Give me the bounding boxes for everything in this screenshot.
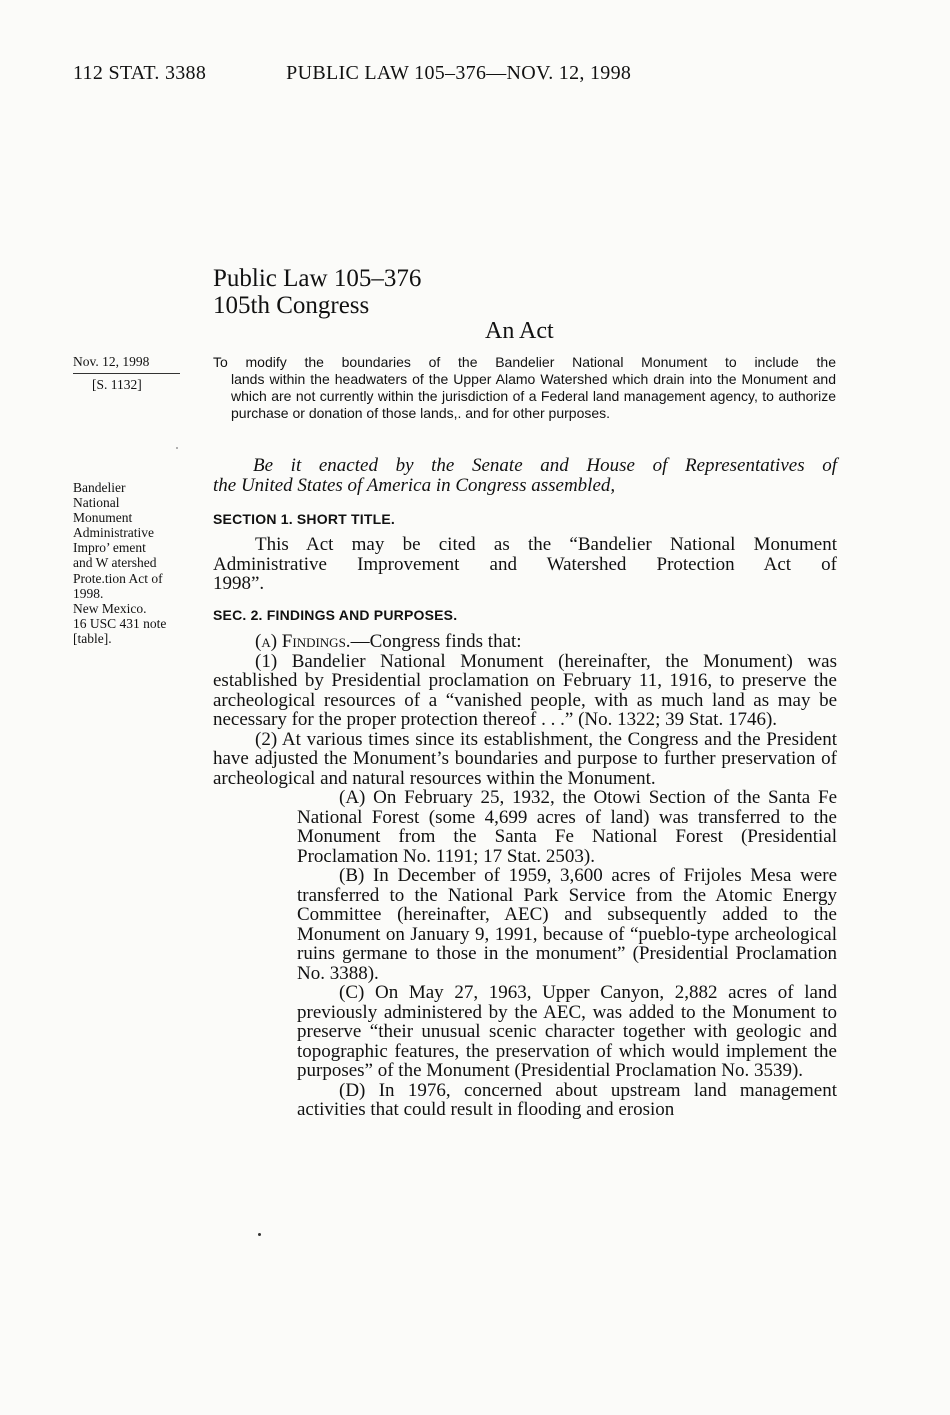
law-title-block	[213, 265, 421, 319]
section-1-line: Administrative Improvement and Watershed Protection Act of	[213, 553, 837, 575]
long-title-first-line: To modify the boundaries of the Bandelier National Monument to include the	[213, 354, 836, 370]
running-head	[73, 62, 631, 85]
long-title	[213, 354, 836, 422]
margin-note-line: Administrative	[73, 525, 154, 541]
enacting-clause-line: the United States of America in Congress assembled,	[213, 474, 616, 496]
finding-subparagraph: (C) On May 27, 1963, Upper Canyon, 2,882 acres of land previously administered by the AEC, was added to the Monument to preserve “their unusual scenic character together with geologic and topographic features, the preservation of which would implement the purposes” of the Monument (Presidential Proclamation No. 3539).	[297, 982, 837, 1081]
public-law-number: Public Law 105–376	[213, 265, 422, 292]
act-heading: An Act	[485, 318, 554, 344]
scan-speck	[176, 447, 178, 449]
margin-notes	[73, 480, 208, 646]
margin-note-line: New Mexico.	[73, 600, 147, 616]
findings-label: (a) Findings.	[255, 631, 351, 652]
finding-subparagraph: (D) In 1976, concerned about upstream land management activities that could result in flooding and erosion	[297, 1079, 837, 1120]
margin-divider	[73, 373, 180, 374]
finding-paragraph: (2) At various times since its establishment, the Congress and the President have adjusted the Monument’s boundaries and purpose to further preservation of archeological and natural resources within the Monument.	[213, 728, 837, 789]
margin-note-line: [table].	[73, 630, 112, 646]
margin-note-line: Monument	[73, 510, 133, 526]
margin-note-line: Prote.tion Act of	[73, 570, 163, 586]
enacting-clause	[213, 456, 837, 495]
finding-subparagraph: (B) In December of 1959, 3,600 acres of Frijoles Mesa were transferred to the National Park Service from the Atomic Energy Committee (hereinafter, AEC) and subsequently added to the Monument on January 9, 1991, because of “pueblo-type archeological ruins germane to those in the monument” (Presidential Proclamation No. 3388).	[297, 865, 837, 984]
finding-subparagraph: (A) On February 25, 1932, the Otowi Section of the Santa Fe National Forest (some 4,699 acres of land) was transferred to the Monument from the Santa Fe National Forest (Presidential Proclamation No. 1191; 17 Stat. 2503).	[297, 787, 837, 867]
section-1-heading: SECTION 1. SHORT TITLE.	[213, 511, 395, 527]
scan-speck	[258, 1233, 261, 1236]
margin-note-line: and W atershed	[73, 555, 157, 571]
long-title-continuation: lands within the headwaters of the Upper Alamo Watershed which drain into the Monument and which are not currently within the jurisdiction of a Federal land management agency, to authorize purchase or donation of those lands,. and for other purposes.	[231, 371, 836, 421]
section-1-line: 1998”.	[213, 573, 265, 594]
congress-number: 105th Congress	[213, 292, 370, 319]
law-and-date: PUBLIC LAW 105–376—NOV. 12, 1998	[286, 62, 632, 84]
section-2-body	[213, 632, 837, 1120]
findings-lead-text: —Congress finds that:	[350, 631, 522, 652]
margin-note-line: 1998.	[73, 585, 104, 601]
findings-lead	[213, 632, 837, 652]
margin-bill-number: [S. 1132]	[92, 377, 142, 392]
finding-paragraph: (1) Bandelier National Monument (hereinafter, the Monument) was established by Presidential proclamation on February 11, 1916, to preserve the archeological resources of a “vanished people, with as much land as may be necessary for the proper protection thereof . . .” (No. 1322; 39 Stat. 1746).	[213, 650, 837, 730]
section-1-text	[213, 535, 837, 594]
section-2-heading: SEC. 2. FINDINGS AND PURPOSES.	[213, 607, 458, 623]
margin-note-line: Impro’ ement	[73, 540, 146, 556]
margin-note-line: 16 USC 431 note	[73, 615, 167, 631]
enacting-clause-line: Be it enacted by the Senate and House of Representatives of	[253, 455, 837, 476]
margin-date: Nov. 12, 1998	[73, 354, 150, 369]
margin-note-line: Bandelier	[73, 480, 126, 495]
stat-page-number: 112 STAT. 3388	[73, 62, 207, 84]
section-1-line: This Act may be cited as the “Bandelier National Monument	[255, 534, 837, 555]
margin-note-line: National	[73, 495, 120, 511]
